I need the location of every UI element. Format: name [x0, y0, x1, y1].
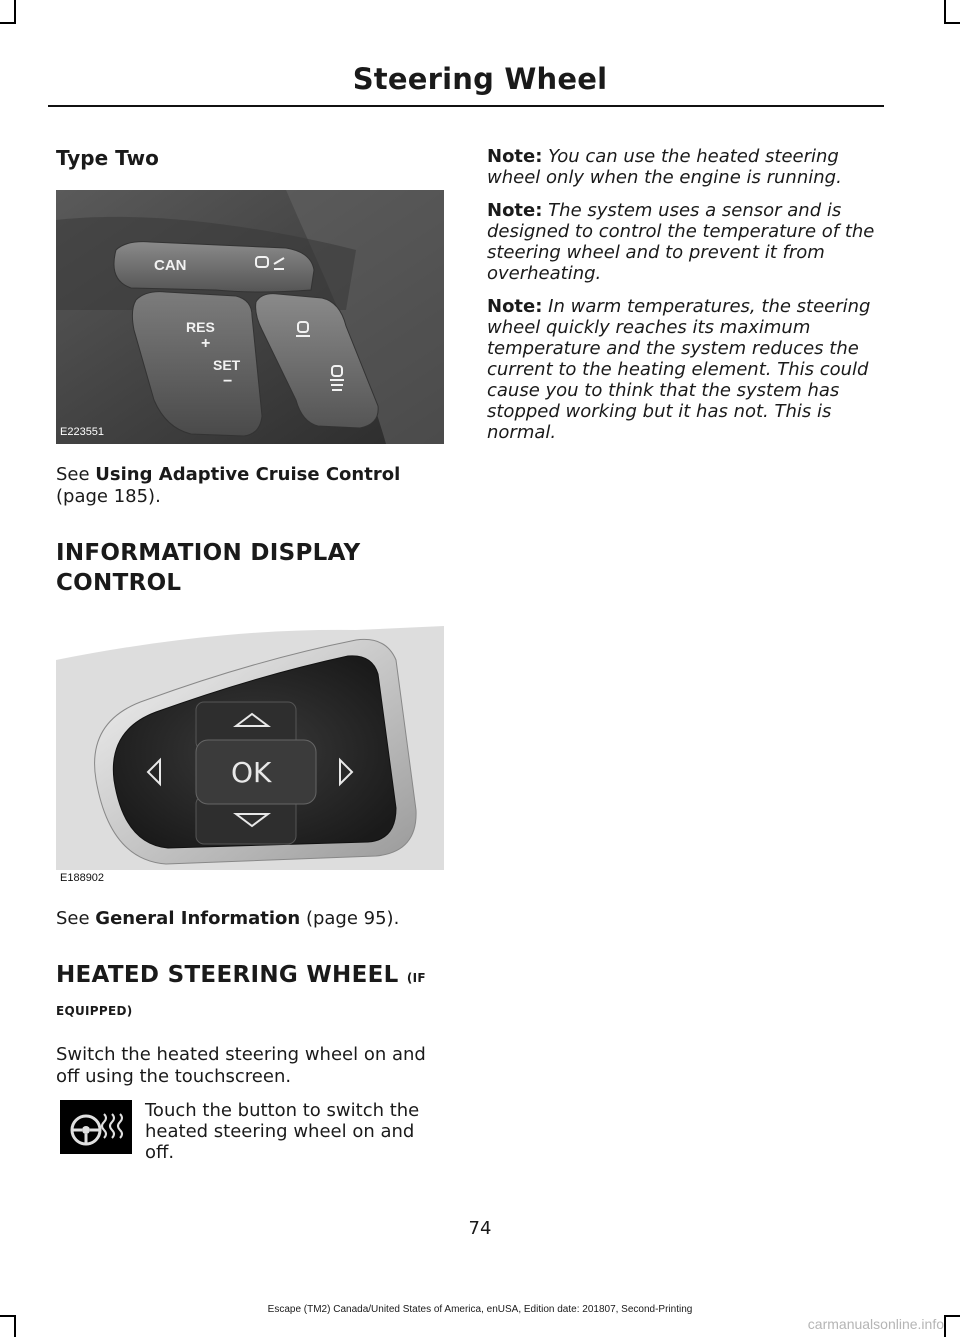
info-display-illustration — [56, 620, 444, 886]
watermark: carmanualsonline.info — [807, 1316, 944, 1332]
crop-mark — [944, 1315, 960, 1317]
figure-code: E188902 — [60, 872, 105, 884]
crop-mark — [0, 1315, 16, 1317]
can-label: CAN — [154, 257, 187, 274]
crop-mark — [14, 1315, 16, 1337]
crop-mark — [14, 0, 16, 22]
icon-instruction-text: Touch the button to switch the heated steering wheel on and off. — [145, 1100, 420, 1163]
crop-mark — [944, 22, 960, 24]
type-two-heading: Type Two — [56, 146, 159, 170]
footer-edition: Escape (TM2) Canada/United States of America, enUSA, Edition date: 201807, Second-Printing — [267, 1304, 693, 1315]
info-display-heading: INFORMATION DISPLAY CONTROL — [56, 540, 361, 596]
info-display-figure — [56, 620, 444, 886]
xref-link[interactable]: Using Adaptive Cruise Control — [95, 464, 401, 485]
note-engine-running: Note: You can use the heated steering wheel only when the engine is running. — [487, 146, 842, 188]
heated-steering-wheel-icon — [60, 1100, 132, 1154]
right-column — [487, 146, 889, 455]
figure-code: E223551 — [60, 426, 105, 438]
heated-steering-heading: HEATED STEERING WHEEL (IF EQUIPPED) — [56, 962, 426, 1018]
see-adaptive-cruise: See Using Adaptive Cruise Control (page 185). — [56, 464, 401, 507]
crop-mark — [0, 22, 16, 24]
heated-steering-body: Switch the heated steering wheel on and off using the touchscreen. — [56, 1044, 426, 1087]
cruise-control-figure — [56, 190, 444, 444]
crop-mark — [944, 1315, 946, 1337]
res-label: RES — [186, 319, 215, 335]
page-number: 74 — [468, 1218, 492, 1239]
set-label: SET — [213, 357, 241, 373]
heated-steering-instruction — [56, 1100, 448, 1190]
xref-link[interactable]: General Information — [95, 908, 301, 929]
left-column — [56, 146, 448, 1190]
note-sensor: Note: The system uses a sensor and is designed to control the temperature of the steering wheel and to prevent it from overheating. — [487, 200, 875, 284]
page-title: Steering Wheel — [352, 62, 608, 96]
minus-label: − — [223, 373, 233, 390]
note-warm-temperatures: Note: In warm temperatures, the steering wheel quickly reaches its maximum temperature and the system reduces the current to the heating element. This could cause you to think that the system has stopped working but it has not. This is normal. — [487, 296, 871, 443]
cruise-control-illustration — [56, 190, 444, 444]
plus-label: + — [201, 335, 211, 352]
ok-label: OK — [231, 756, 272, 789]
header-rule — [48, 105, 884, 107]
see-general-info: See General Information (page 95). — [56, 908, 400, 929]
crop-mark — [944, 0, 946, 22]
